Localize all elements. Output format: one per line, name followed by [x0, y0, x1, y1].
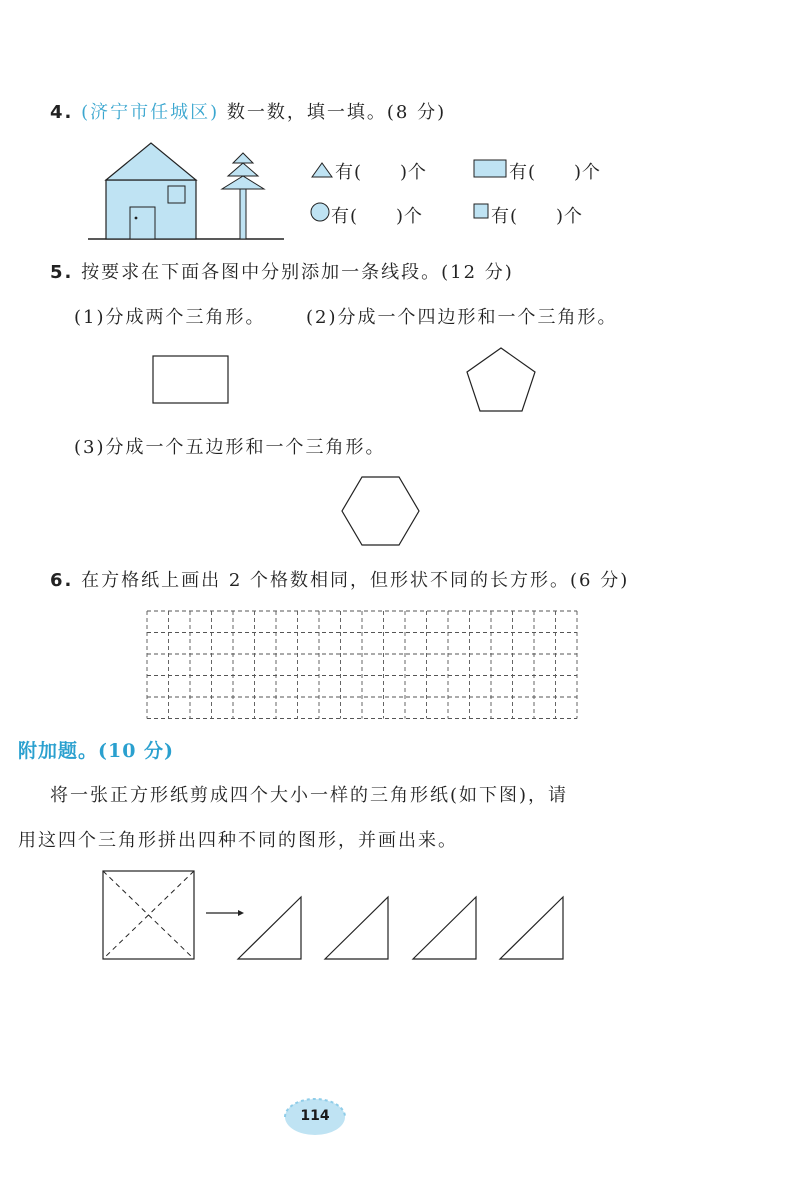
q5-text: 按要求在下面各图中分别添加一条线段。(12 分) [81, 262, 514, 283]
triangle-1 [238, 897, 301, 959]
q6-text: 在方格纸上画出 2 个格数相同，但形状不同的长方形。(6 分) [81, 570, 630, 591]
arrow-head [238, 910, 244, 916]
q6-number: 6. [50, 570, 74, 591]
q4-text: 数一数，填一填。(8 分) [226, 102, 447, 123]
count-triangle: 有( )个 [335, 162, 428, 183]
triangle-4 [500, 897, 563, 959]
page-number: 114 [300, 1108, 330, 1124]
count-rectangle: 有( )个 [509, 162, 602, 183]
bonus-line1: 将一张正方形纸剪成四个大小一样的三角形纸(如下图)，请 [50, 785, 569, 806]
bonus-line2: 用这四个三角形拼出四种不同的图形，并画出来。 [18, 830, 458, 851]
count-square: 有( )个 [491, 206, 584, 227]
q4-region: (济宁市任城区) [81, 102, 220, 123]
triangle-2 [325, 897, 388, 959]
q5-sub3: (3)分成一个五边形和一个三角形。 [74, 437, 386, 458]
count-circle: 有( )个 [331, 206, 424, 227]
q5-sub2: (2)分成一个四边形和一个三角形。 [306, 307, 618, 328]
bonus-title: 附加题。(10 分) [18, 740, 175, 762]
q5-sub1: (1)分成两个三角形。 [74, 307, 266, 328]
q5-number: 5. [50, 262, 74, 283]
q4-number: 4. [50, 102, 74, 123]
triangle-3 [413, 897, 476, 959]
